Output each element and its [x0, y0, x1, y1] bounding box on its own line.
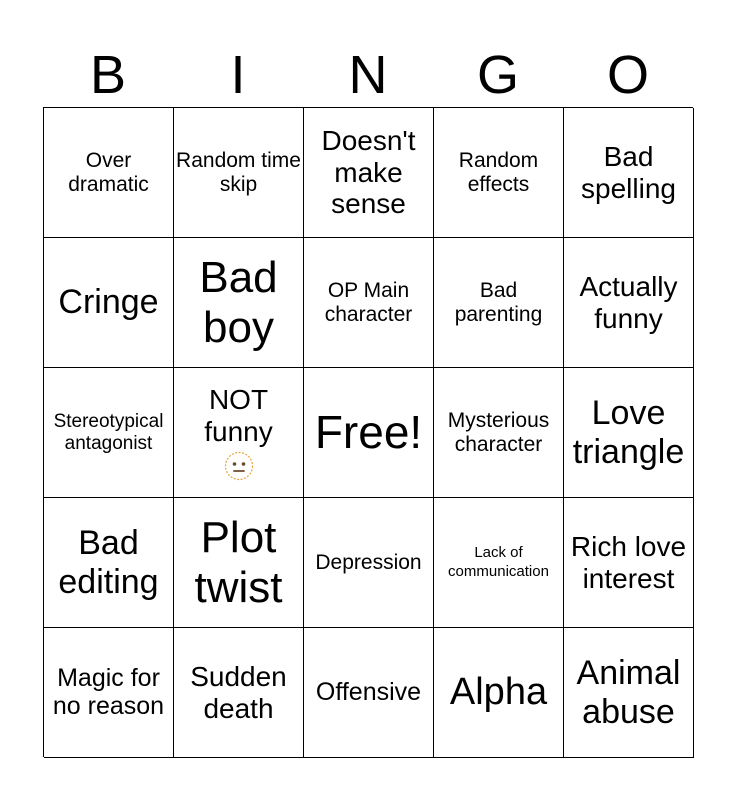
bingo-cell-r4-c5[interactable] — [564, 498, 694, 628]
bingo-cell-r2-c4[interactable] — [434, 238, 564, 368]
header-letter-b: B — [89, 45, 127, 105]
bingo-cell-label: Stereotypical antagonist — [53, 411, 164, 454]
bingo-cell-label: Actually funny — [579, 270, 678, 334]
bingo-cell-label: Alpha — [449, 671, 548, 714]
bingo-cell-label: Lack of communication — [448, 543, 549, 580]
bingo-cell-label: Doesn't make sense — [321, 124, 416, 220]
bingo-cell-label: Mysterious character — [447, 408, 550, 456]
bingo-cell-r5-c1[interactable] — [44, 628, 174, 758]
bingo-cell-r1-c2[interactable] — [174, 108, 304, 238]
bingo-cell-r5-c4[interactable] — [434, 628, 564, 758]
bingo-cell-r1-c1[interactable] — [44, 108, 174, 238]
bingo-cell-label: Cringe — [58, 283, 159, 322]
header-letter-o: O — [606, 45, 649, 105]
bingo-board — [43, 107, 693, 757]
bingo-cell-label: OP Main character — [324, 278, 413, 326]
bingo-cell-r2-c1[interactable] — [44, 238, 174, 368]
bingo-header — [43, 44, 693, 106]
bingo-cell-r4-c1[interactable] — [44, 498, 174, 628]
bingo-cell-label: Depression — [315, 550, 422, 574]
bingo-cell-r4-c2[interactable] — [174, 498, 304, 628]
bingo-cell-r1-c5[interactable] — [564, 108, 694, 238]
bingo-cell-r1-c4[interactable] — [434, 108, 564, 238]
bingo-cell-r5-c3[interactable] — [304, 628, 434, 758]
bingo-cell-r3-c4[interactable] — [434, 368, 564, 498]
bingo-cell-r3-c5[interactable] — [564, 368, 694, 498]
bingo-cell-r1-c3[interactable] — [304, 108, 434, 238]
bingo-cell-label: Magic for no reason — [52, 664, 165, 720]
bingo-cell-label: Bad parenting — [454, 278, 543, 326]
bingo-cell-r4-c4[interactable] — [434, 498, 564, 628]
bingo-cell-r2-c2[interactable] — [174, 238, 304, 368]
bingo-cell-r2-c5[interactable] — [564, 238, 694, 368]
bingo-cell-r4-c3[interactable] — [304, 498, 434, 628]
bingo-cell-r3-c2[interactable] — [174, 368, 304, 498]
bingo-cell-label: Love triangle — [572, 394, 685, 471]
bingo-cell-r5-c2[interactable] — [174, 628, 304, 758]
bingo-cell-label: Free! — [314, 405, 423, 458]
bingo-cell-label: Rich love interest — [570, 530, 687, 594]
bingo-cell-label: Animal abuse — [576, 654, 681, 731]
bingo-cell-label: Bad boy — [199, 253, 278, 352]
bingo-cell-label: Sudden death — [190, 660, 287, 724]
header-letter-g: G — [476, 45, 519, 105]
bingo-cell-r3-c3[interactable] — [304, 368, 434, 498]
header-letter-i: I — [230, 45, 246, 105]
bingo-cell-label: Plot twist — [194, 513, 283, 612]
bingo-cell-r3-c1[interactable] — [44, 368, 174, 498]
bingo-cell-r5-c5[interactable] — [564, 628, 694, 758]
header-letter-n: N — [348, 45, 388, 105]
bingo-cell-label: NOT funny — [204, 383, 273, 447]
neutral-face-icon — [224, 451, 254, 481]
bingo-cell-label: Bad spelling — [581, 140, 676, 204]
bingo-cell-label: Offensive — [315, 677, 422, 706]
bingo-cell-r2-c3[interactable] — [304, 238, 434, 368]
bingo-cell-label: Random time skip — [176, 148, 301, 196]
bingo-cell-label: Random effects — [458, 148, 539, 196]
bingo-cell-label: Bad editing — [58, 524, 159, 601]
bingo-cell-label: Over dramatic — [68, 148, 149, 196]
